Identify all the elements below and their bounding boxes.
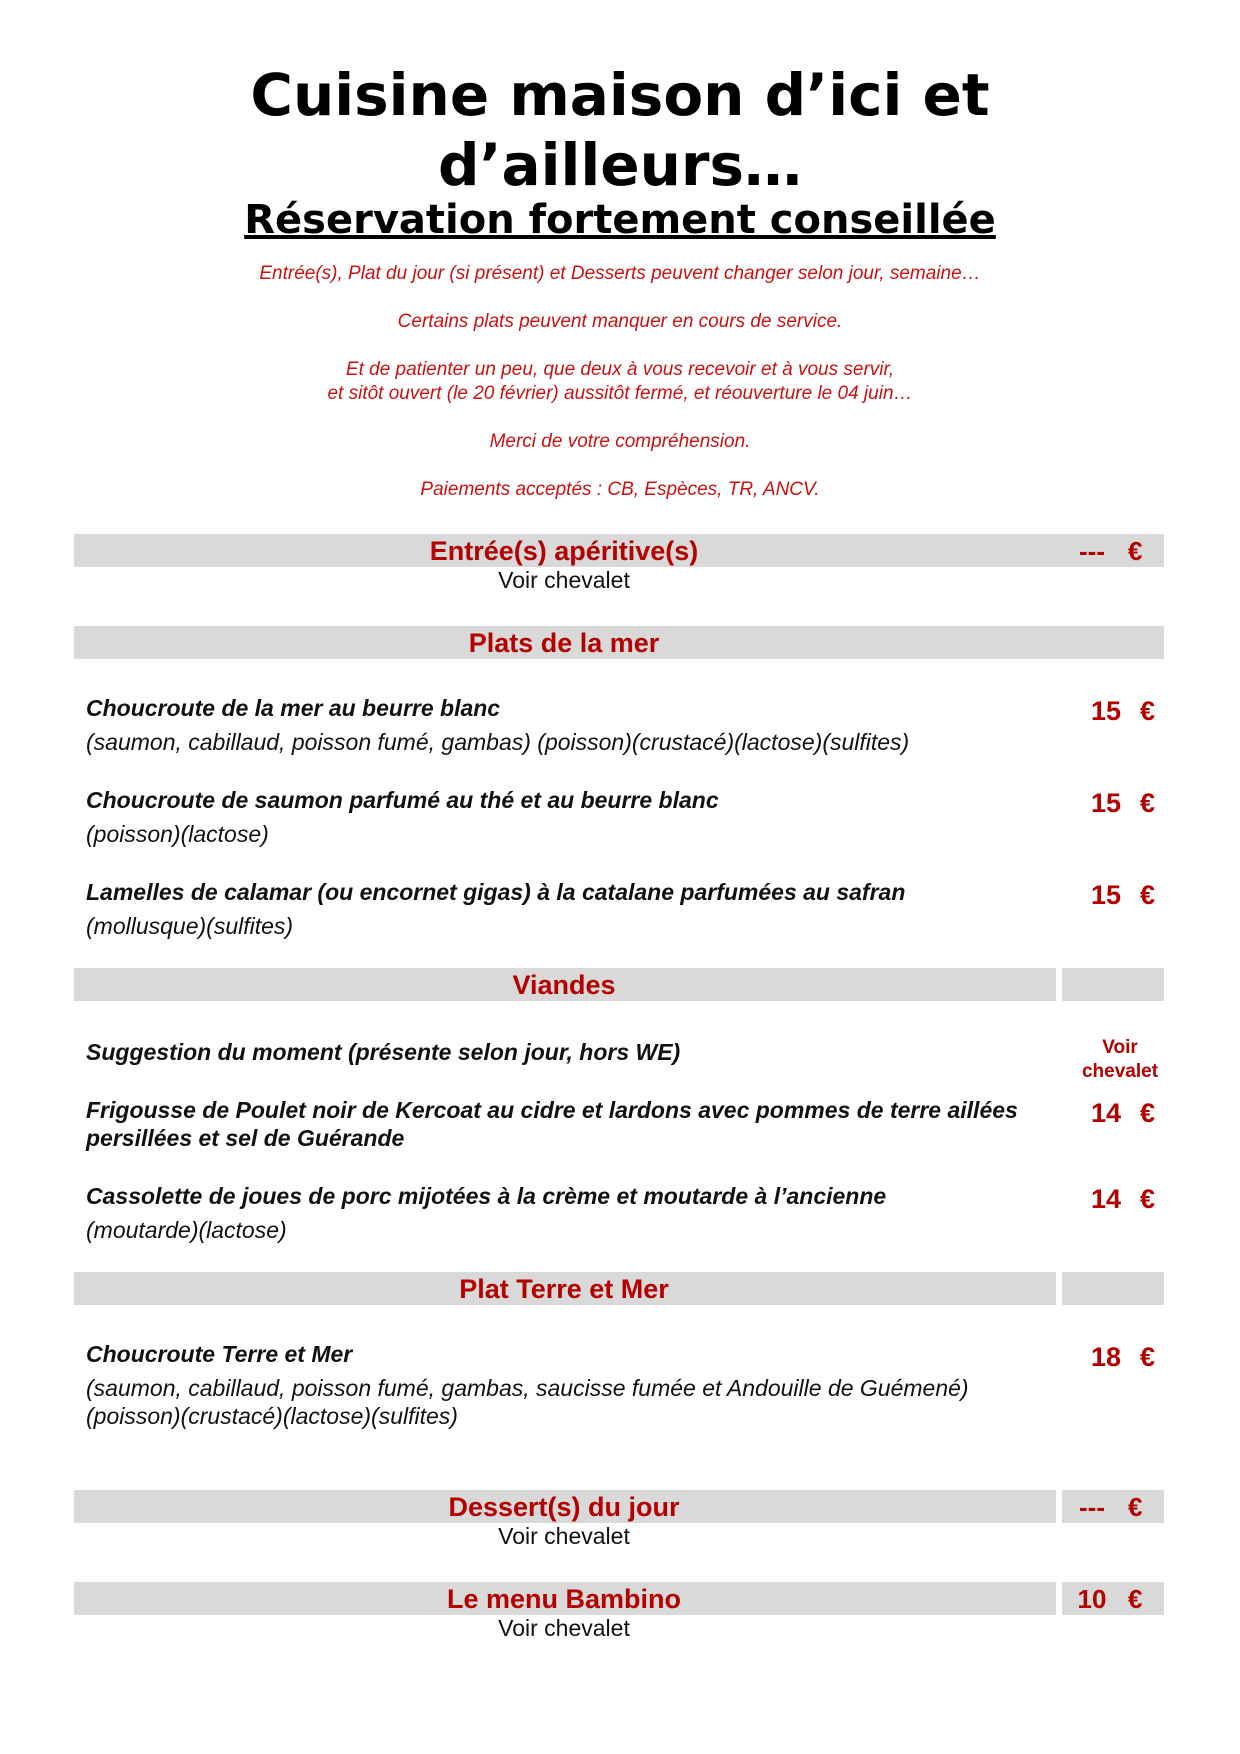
price-currency: € (1140, 880, 1156, 910)
item-name: Choucroute de saumon parfumé au thé et au beurre blanc (86, 787, 719, 813)
section-band (74, 1490, 1164, 1523)
item-detail: (saumon, cabillaud, poisson fumé, gambas, saucisse fumée et Andouille de Guémené) (86, 1375, 969, 1401)
price-currency: € (1128, 536, 1143, 566)
section-title: Plat Terre et Mer (459, 1274, 669, 1304)
title-line-1: Cuisine maison d’ici et (250, 61, 990, 129)
band-divider (1056, 1272, 1062, 1305)
section-note: Voir chevalet (498, 1615, 630, 1641)
section-desserts (74, 1490, 1164, 1550)
item-detail: (moutarde)(lactose) (86, 1217, 287, 1243)
price-amount: 14 (1090, 1098, 1122, 1128)
menu-item (86, 1182, 1164, 1244)
section-title: Viandes (512, 970, 616, 1000)
section-title: Dessert(s) du jour (448, 1492, 680, 1522)
note-changes: Entrée(s), Plat du jour (si présent) et Desserts peuvent changer selon jour, semaine… (259, 263, 981, 284)
item-allergens: (poisson)(crustacé)(lactose)(sulfites) (86, 1403, 458, 1429)
section-note: Voir chevalet (498, 567, 630, 593)
page-subtitle: Réservation fortement conseillée (244, 197, 996, 243)
item-detail: (mollusque)(sulfites) (86, 913, 294, 939)
price-currency: € (1140, 788, 1156, 818)
notes-block (120, 262, 1120, 526)
price-amount: 15 (1090, 880, 1122, 910)
section-terre-mer (74, 1272, 1164, 1305)
section-entrees (74, 534, 1164, 594)
item-name: Suggestion du moment (présente selon jour, hors WE) (86, 1039, 681, 1065)
section-title: Le menu Bambino (446, 1584, 682, 1614)
note-patience: Et de patienter un peu, que deux à vous recevoir et à vous servir, (345, 359, 895, 380)
title-line-2: d’ailleurs… (437, 131, 803, 199)
price-amount: --- (1079, 1492, 1105, 1522)
section-bambino (74, 1582, 1164, 1642)
section-note: Voir chevalet (498, 1523, 630, 1549)
menu-item (86, 786, 1164, 848)
price-currency: € (1140, 1098, 1156, 1128)
item-detail: (poisson)(lactose) (86, 821, 269, 847)
price-amount: 15 (1090, 788, 1122, 818)
note-opening: et sitôt ouvert (le 20 février) aussitôt fermé, et réouverture le 04 juin… (327, 383, 913, 404)
section-price (1062, 1582, 1164, 1615)
price-amount: 15 (1090, 696, 1122, 726)
menu-item (86, 1037, 1164, 1082)
price-amount: --- (1079, 536, 1105, 566)
menu-item (86, 694, 1164, 756)
section-band (74, 534, 1164, 567)
price-amount: 18 (1090, 1342, 1122, 1372)
section-band (74, 626, 1164, 659)
section-band (74, 968, 1164, 1001)
menu-item (86, 878, 1164, 940)
item-name: Choucroute Terre et Mer (86, 1341, 353, 1367)
section-price (1062, 1490, 1164, 1523)
section-title: Entrée(s) apéritive(s) (429, 536, 699, 566)
page-title (130, 60, 1110, 200)
section-band (74, 1582, 1164, 1615)
section-title: Plats de la mer (468, 628, 660, 658)
menu-item (86, 1340, 1164, 1430)
item-price (1070, 1036, 1170, 1084)
note-thanks: Merci de votre compréhension. (489, 431, 751, 452)
price-currency: € (1140, 696, 1156, 726)
menu-item (86, 1096, 1164, 1152)
price-currency: € (1140, 1184, 1156, 1214)
price-amount: 14 (1090, 1184, 1122, 1214)
item-name: Frigousse de Poulet noir de Kercoat au cidre et lardons avec pommes de terre aillées persillées et sel de Guérande (86, 1097, 1018, 1151)
band-divider (1056, 968, 1062, 1001)
item-name: Cassolette de joues de porc mijotées à la crème et moutarde à l’ancienne (86, 1183, 887, 1209)
price-amount: 10 (1077, 1584, 1107, 1614)
note-availability: Certains plats peuvent manquer en cours de service. (397, 311, 843, 332)
price-line-2: chevalet (1081, 1061, 1159, 1082)
section-band (74, 1272, 1164, 1305)
price-currency: € (1128, 1492, 1143, 1522)
price-currency: € (1140, 1342, 1156, 1372)
section-viandes (74, 968, 1164, 1001)
item-detail: (saumon, cabillaud, poisson fumé, gambas) (poisson)(crustacé)(lactose)(sulfites) (86, 729, 910, 755)
section-price (1062, 534, 1164, 567)
item-name: Choucroute de la mer au beurre blanc (86, 695, 501, 721)
item-name: Lamelles de calamar (ou encornet gigas) à la catalane parfumées au safran (86, 879, 906, 905)
price-currency: € (1128, 1584, 1143, 1614)
note-payments: Paiements acceptés : CB, Espèces, TR, ANCV. (420, 479, 820, 500)
section-mer (74, 626, 1164, 659)
price-line-1: Voir (1102, 1037, 1138, 1058)
